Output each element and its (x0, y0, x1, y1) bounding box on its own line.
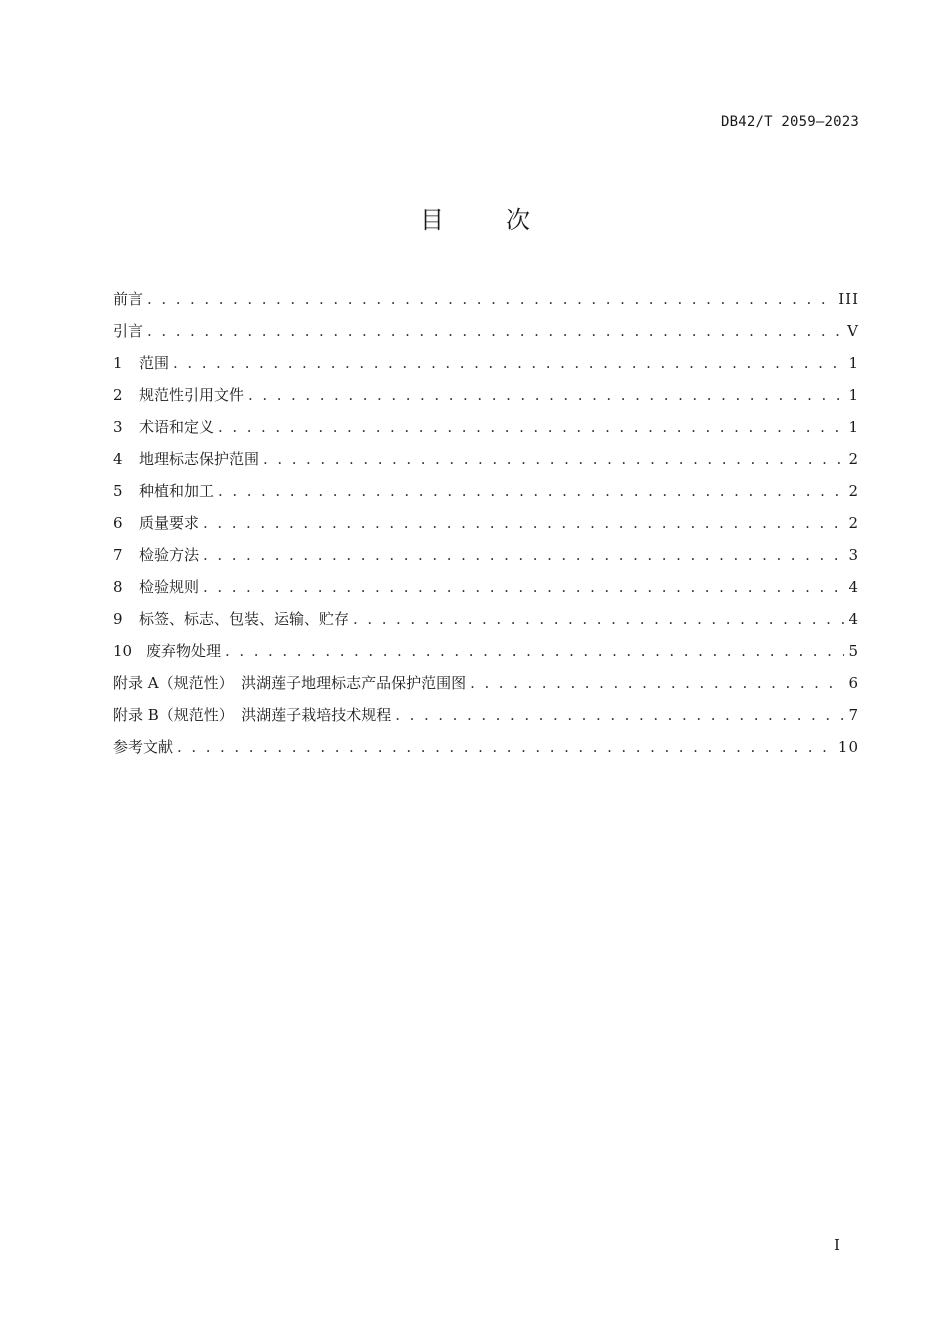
toc-entry-foreword[interactable] (113, 287, 859, 319)
toc-entry-inspection-rules[interactable] (113, 575, 859, 607)
toc-leader-dots (470, 671, 844, 695)
toc-entry-page: 1 (848, 354, 859, 372)
toc-leader-dots (263, 447, 844, 471)
toc-entry-label: 地理标志保护范围 (139, 450, 260, 468)
toc-entry-page: 2 (848, 482, 859, 500)
toc-entry-label: 检验方法 (139, 546, 200, 564)
toc-entry-page: 2 (848, 450, 859, 468)
toc-entry-test-methods[interactable] (113, 543, 859, 575)
toc-entry-page: 4 (848, 578, 859, 596)
toc-entry-label: 标签、标志、包装、运输、贮存 (139, 610, 350, 628)
toc-entry-page: 5 (848, 642, 859, 660)
toc-entry-bibliography[interactable] (113, 735, 859, 767)
toc-leader-dots (203, 575, 844, 599)
toc-entry-label: 引言 (113, 322, 144, 340)
toc-entry-label: 附录 B（规范性） 洪湖莲子栽培技术规程 (113, 706, 392, 724)
toc-title: 目次 (420, 206, 592, 234)
toc-leader-dots (218, 479, 844, 503)
toc-entry-number: 1 (113, 354, 123, 372)
toc-entry-page: 1 (848, 418, 859, 436)
page-number: I (834, 1236, 840, 1254)
toc-entry-label: 废弃物处理 (146, 642, 222, 660)
toc-leader-dots (225, 639, 844, 663)
toc-entry-normative-references[interactable] (113, 383, 859, 415)
toc-entry-appendix-a[interactable] (113, 671, 859, 703)
toc-entry-label: 质量要求 (139, 514, 200, 532)
toc-leader-dots (218, 415, 844, 439)
toc-entry-page: III (838, 290, 859, 308)
toc-entry-label: 范围 (139, 354, 170, 372)
toc-entry-page: V (847, 322, 859, 340)
toc-entry-number: 7 (113, 546, 123, 564)
toc-entry-introduction[interactable] (113, 319, 859, 351)
toc-entry-label: 种植和加工 (139, 482, 215, 500)
toc-entry-label: 规范性引用文件 (139, 386, 245, 404)
toc-entry-label: 术语和定义 (139, 418, 215, 436)
toc-entry-page: 2 (848, 514, 859, 532)
toc-entry-number: 8 (113, 578, 123, 596)
toc-leader-dots (395, 703, 844, 727)
toc-entry-number: 5 (113, 482, 123, 500)
toc-entry-number: 6 (113, 514, 123, 532)
toc-entry-label: 检验规则 (139, 578, 200, 596)
toc-entry-planting-processing[interactable] (113, 479, 859, 511)
toc-entry-number: 3 (113, 418, 123, 436)
toc-leader-dots (248, 383, 844, 407)
toc-leader-dots (203, 511, 844, 535)
toc-leader-dots (203, 543, 844, 567)
toc-entry-labeling-packaging[interactable] (113, 607, 859, 639)
toc-entry-number: 4 (113, 450, 123, 468)
toc-entry-terms-definitions[interactable] (113, 415, 859, 447)
toc-entry-protection-area[interactable] (113, 447, 859, 479)
toc-leader-dots (353, 607, 844, 631)
toc-entry-scope[interactable] (113, 351, 859, 383)
toc-entry-waste-disposal[interactable] (113, 639, 859, 671)
toc-leader-dots (177, 735, 834, 759)
toc-entry-number: 2 (113, 386, 123, 404)
toc-leader-dots (147, 319, 843, 343)
document-code: DB42/T 2059—2023 (720, 114, 859, 130)
toc-entry-page: 7 (848, 706, 859, 724)
table-of-contents (113, 287, 859, 767)
toc-entry-page: 10 (837, 738, 859, 756)
toc-leader-dots (173, 351, 844, 375)
toc-entry-label: 附录 A（规范性） 洪湖莲子地理标志产品保护范围图 (113, 674, 467, 692)
toc-entry-label: 参考文献 (113, 738, 174, 756)
toc-entry-page: 6 (848, 674, 859, 692)
toc-entry-page: 4 (848, 610, 859, 628)
toc-entry-appendix-b[interactable] (113, 703, 859, 735)
toc-leader-dots (147, 287, 834, 311)
toc-entry-page: 3 (848, 546, 859, 564)
toc-entry-quality-requirements[interactable] (113, 511, 859, 543)
toc-entry-page: 1 (848, 386, 859, 404)
toc-entry-number: 10 (113, 642, 133, 660)
toc-entry-label: 前言 (113, 290, 144, 308)
toc-entry-number: 9 (113, 610, 123, 628)
